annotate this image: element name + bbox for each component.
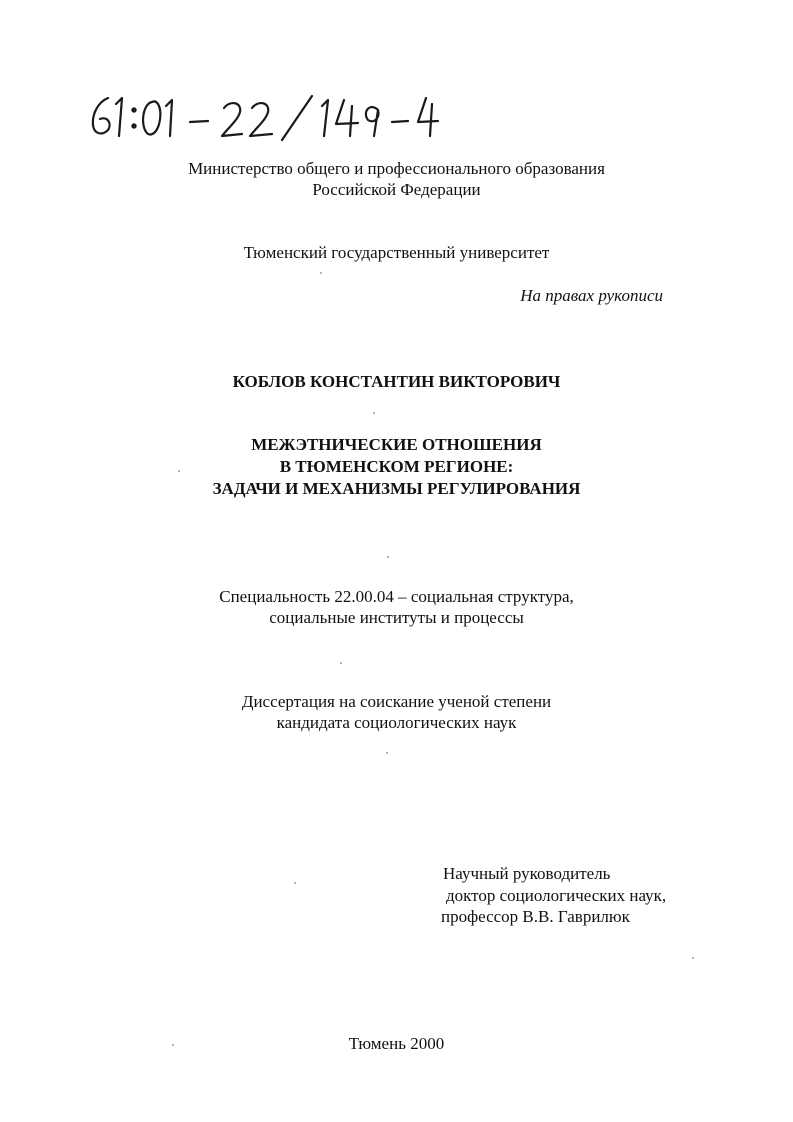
specialty-line-1: Специальность 22.00.04 – социальная структура,: [219, 587, 574, 606]
dissertation-line-2: кандидата социологических наук: [276, 713, 517, 732]
ministry-line-1: Министерство общего и профессионального образования: [188, 159, 605, 178]
scan-speck: [387, 556, 389, 558]
supervisor-line-3: профессор В.В. Гаврилюк: [441, 907, 630, 926]
dissertation-line-1: Диссертация на соискание ученой степени: [241, 692, 552, 711]
title-line-1: МЕЖЭТНИЧЕСКИЕ ОТНОШЕНИЯ: [251, 435, 542, 454]
title-line-3: ЗАДАЧИ И МЕХАНИЗМЫ РЕГУЛИРОВАНИЯ: [212, 479, 581, 498]
scan-speck: [178, 470, 180, 472]
city-year: Тюмень 2000: [348, 1034, 445, 1053]
scan-speck: [320, 272, 322, 274]
scan-speck: [294, 882, 296, 884]
specialty-line-2: социальные институты и процессы: [269, 608, 524, 627]
university-name: Тюменский государственный университет: [243, 243, 550, 262]
title-line-2: В ТЮМЕНСКОМ РЕГИОНЕ:: [279, 457, 514, 476]
author-name: КОБЛОВ КОНСТАНТИН ВИКТОРОВИЧ: [232, 372, 561, 391]
scan-speck: [373, 412, 375, 414]
scan-speck: [340, 662, 342, 664]
scan-speck: [386, 752, 388, 754]
scan-speck: [172, 1044, 174, 1046]
supervisor-line-2: доктор социологических наук,: [446, 886, 667, 905]
scan-speck: [692, 957, 694, 959]
handwriting-strokes: [86, 92, 456, 142]
supervisor-line-1: Научный руководитель: [443, 864, 611, 883]
handwritten-archive-code: [86, 92, 456, 142]
rights-note: На правах рукописи: [520, 286, 663, 305]
ministry-line-2: Российской Федерации: [312, 180, 481, 199]
